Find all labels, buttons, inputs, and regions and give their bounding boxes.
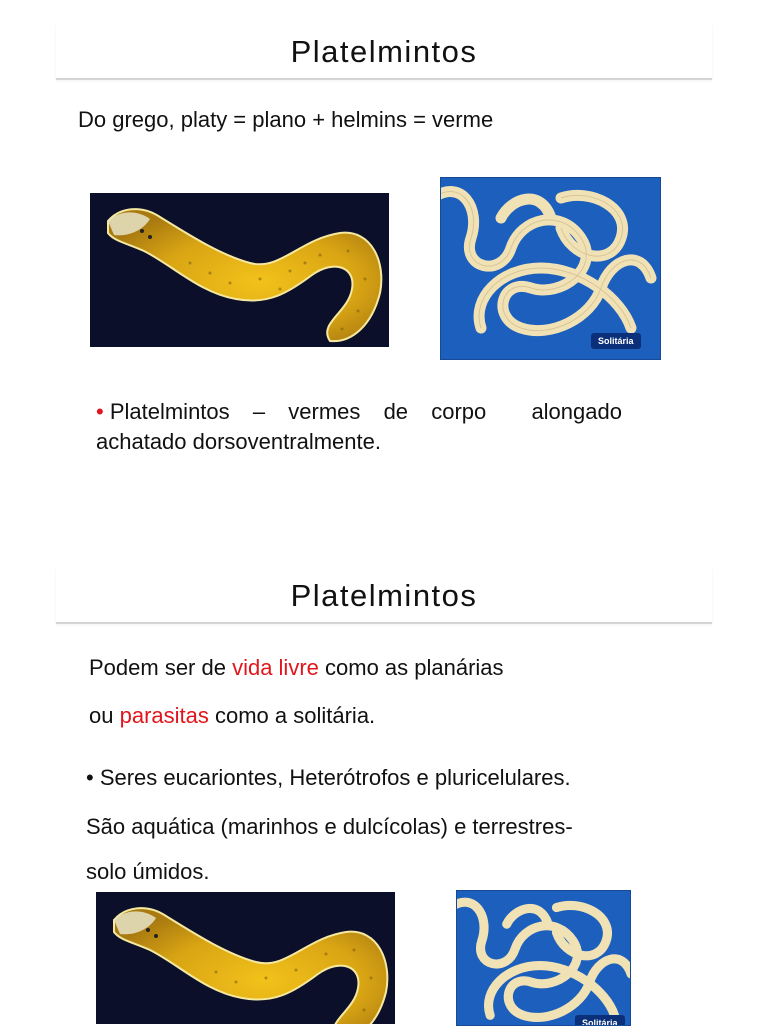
text: como a solitária. bbox=[208, 703, 376, 728]
solitaria-label: Solitária bbox=[591, 333, 641, 349]
bullet-line-2: achatado dorsoventralmente. bbox=[96, 429, 381, 454]
word: – bbox=[252, 399, 266, 424]
highlight-parasitas: parasitas bbox=[119, 703, 209, 728]
slide-title: Platelmintos bbox=[290, 578, 478, 613]
tapeworm-photo bbox=[440, 177, 661, 360]
text: ou bbox=[89, 703, 120, 728]
word: de bbox=[383, 399, 409, 424]
slide-title-bar bbox=[56, 24, 712, 80]
text: como as planárias bbox=[318, 655, 504, 680]
tapeworm-photo bbox=[456, 890, 631, 1026]
highlight-vida-livre: vida livre bbox=[232, 655, 319, 680]
habitat-line-cont: solo úmidos. bbox=[86, 859, 210, 884]
word: corpo bbox=[431, 399, 487, 424]
free-living-line bbox=[89, 654, 504, 683]
characteristics-bullet: • Seres eucariontes, Heterótrofos e pluricelulares. bbox=[86, 765, 571, 790]
planaria-photo bbox=[90, 193, 389, 347]
word: alongado bbox=[531, 399, 622, 424]
word: Platelmintos bbox=[109, 399, 230, 424]
etymology-text: Do grego, platy = plano + helmins = verme bbox=[78, 107, 494, 132]
slide-title: Platelmintos bbox=[290, 34, 478, 69]
bullet-line-1 bbox=[96, 397, 622, 427]
parasite-line bbox=[89, 702, 375, 731]
slide-2 bbox=[0, 540, 768, 1024]
bullet-marker: • bbox=[96, 399, 104, 424]
slide-title-bar bbox=[56, 568, 712, 624]
planaria-photo bbox=[96, 892, 395, 1024]
habitat-line: São aquática (marinhos e dulcícolas) e terrestres- bbox=[86, 814, 573, 839]
bullet-definition bbox=[96, 397, 622, 457]
word: vermes bbox=[288, 399, 361, 424]
solitaria-label: Solitária bbox=[575, 1015, 625, 1026]
text: Podem ser de bbox=[89, 655, 233, 680]
